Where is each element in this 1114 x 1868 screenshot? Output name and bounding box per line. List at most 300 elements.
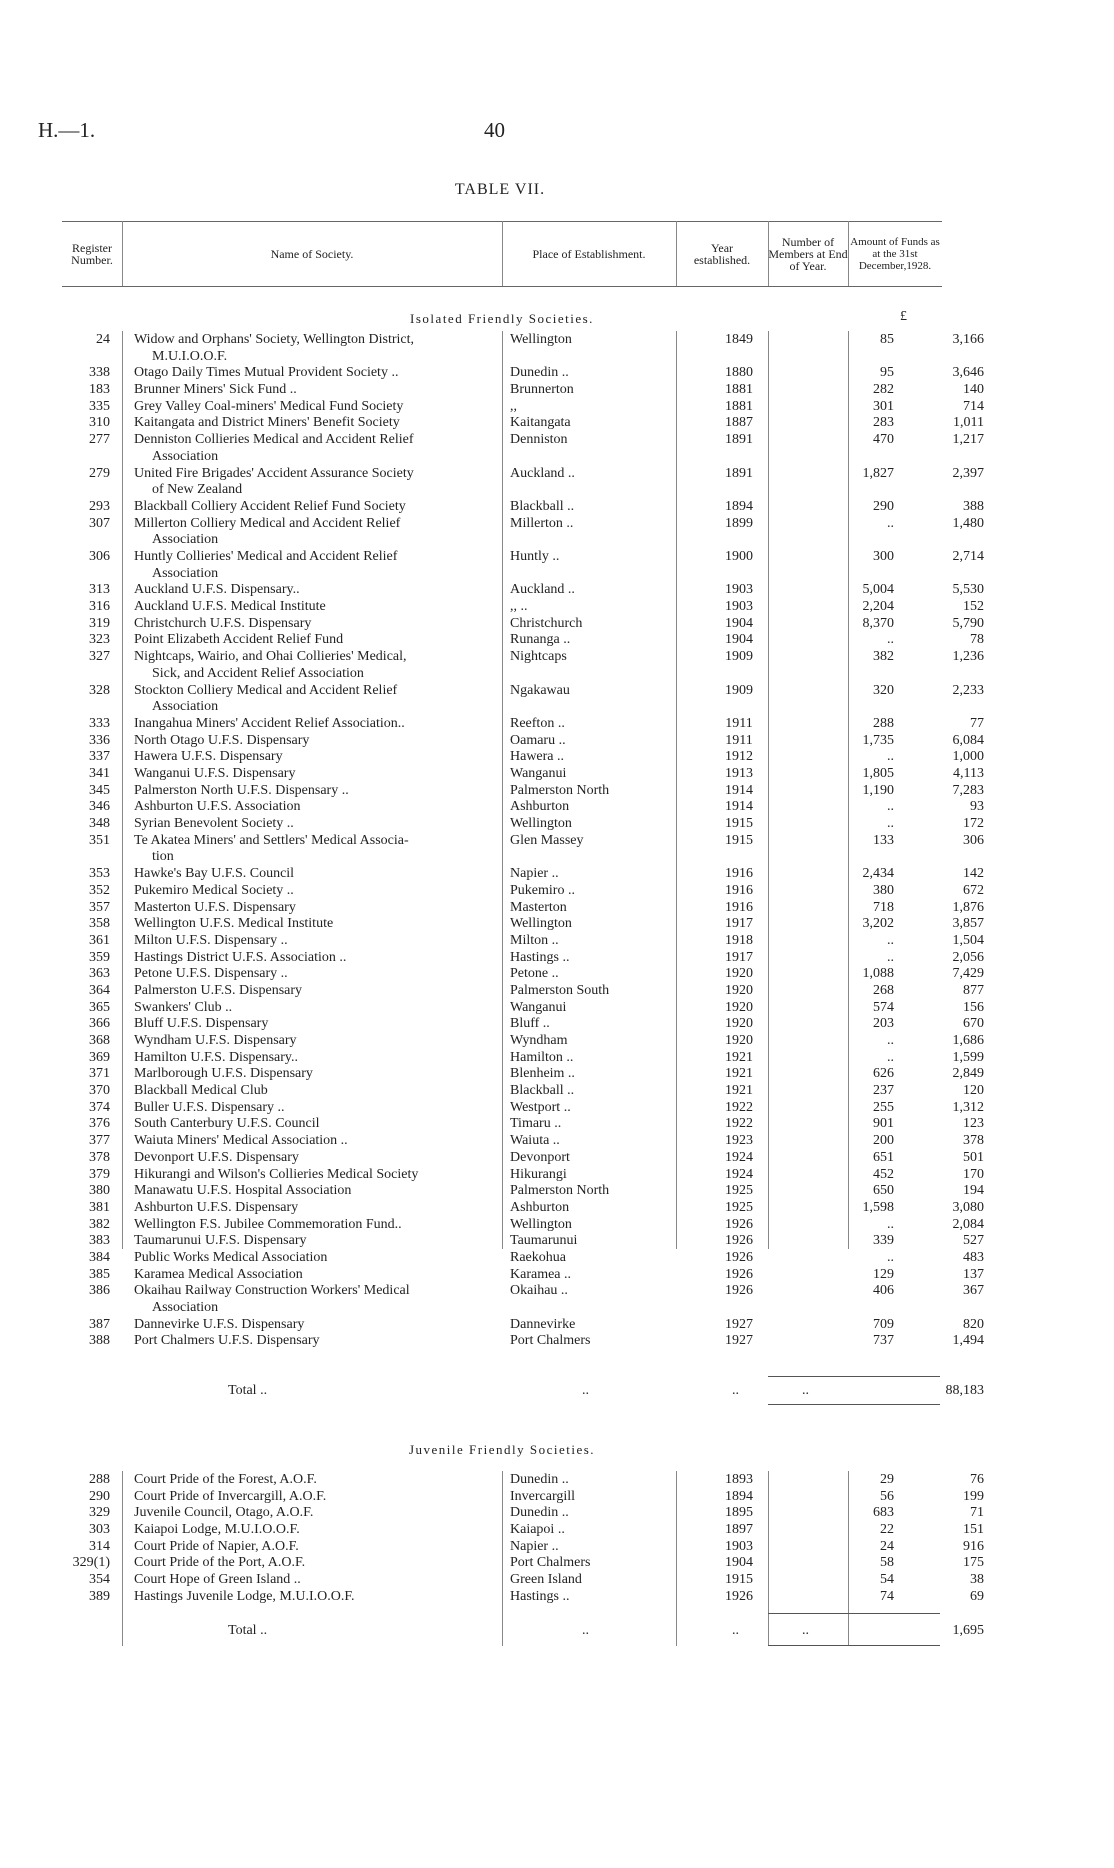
society-name [134,799,554,816]
place-of-establishment: Reefton .. [510,715,565,731]
year-established: 1912 [725,749,753,765]
society-name-line: Wyndham U.F.S. Dispensary [134,1033,297,1048]
society-name-line: Dannevirke U.F.S. Dispensary [134,1316,305,1332]
table-row [62,1066,984,1083]
year-established: 1921 [725,1049,753,1065]
society-name-line: Port Chalmers U.F.S. Dispensary [134,1333,320,1349]
register-number: 290 [89,1488,110,1504]
members-count: 56 [880,1488,894,1504]
place-of-establishment: Christchurch [510,615,583,631]
society-name [134,432,554,465]
society-name [134,833,554,866]
year-established: 1920 [725,982,753,998]
place-of-establishment: Wellington [510,1216,572,1232]
year-established: 1917 [725,916,753,932]
society-name [134,950,554,967]
register-number: 329 [89,1505,110,1521]
society-name [134,983,554,1000]
register-number: 306 [89,549,110,564]
year-established: 1925 [725,1183,753,1199]
year-established: 1926 [725,1249,753,1265]
society-name [134,683,554,716]
place-of-establishment: Napier .. [510,866,559,882]
society-name-line: Waiuta Miners' Medical Association .. [134,1133,348,1149]
members-count: 54 [880,1572,894,1588]
table-row [62,599,984,616]
year-established: 1918 [725,932,753,948]
place-of-establishment: Ashburton [510,799,570,815]
society-name-line: Grey Valley Coal-miners' Medical Fund Society [134,398,404,414]
society-name-line: Millerton Colliery Medical and Accident Relief [134,515,401,531]
juv-total-label: Total .. [228,1623,268,1638]
table-row [62,398,984,416]
year-established: 1881 [725,382,753,398]
year-established: 1903 [725,1538,753,1554]
society-name [134,1083,554,1100]
table-row [62,632,984,649]
members-count: 718 [873,899,894,915]
members-count: 268 [873,982,894,998]
year-established: 1921 [725,1083,753,1099]
place-of-establishment: Hawera .. [510,749,565,765]
place-of-establishment: Auckland .. [510,465,575,481]
members-count: 452 [873,1166,894,1182]
table-row [62,365,984,382]
table-row [62,966,984,983]
society-name-continuation: Association [152,565,219,581]
table-row [62,882,984,900]
society-name [134,783,554,800]
table-row [62,1472,984,1489]
society-name [134,649,554,682]
society-name [134,733,554,750]
year-established: 1916 [725,882,753,898]
place-of-establishment: Kaitangata [510,415,571,431]
society-name [134,365,554,382]
place-of-establishment: Nightcaps [510,649,567,665]
society-name-line: Manawatu U.F.S. Hospital Association [134,1183,352,1199]
table-row [62,1505,984,1522]
register-number: 387 [89,1316,110,1332]
members-count: 651 [873,1149,894,1165]
register-number: 378 [89,1149,110,1165]
society-name-line: Devonport U.F.S. Dispensary [134,1149,299,1165]
members-count: 95 [880,365,894,381]
society-name-line: Point Elizabeth Accident Relief Fund [134,632,344,648]
place-of-establishment: Runanga .. [510,632,571,648]
year-established: 1914 [725,782,753,798]
members-count: 737 [873,1333,894,1349]
society-name [134,1267,554,1284]
register-number: 336 [89,732,110,748]
society-name-line: South Canterbury U.F.S. Council [134,1116,320,1132]
register-number: 354 [89,1572,110,1588]
year-established: 1915 [725,816,753,832]
society-name-line: Court Hope of Green Island .. [134,1572,301,1588]
members-count: 133 [873,832,894,848]
year-established: 1903 [725,582,753,598]
society-name-line: Kaiapoi Lodge, M.U.I.O.O.F. [134,1522,300,1538]
register-number: 329(1) [72,1555,110,1571]
society-name [134,1033,554,1050]
members-count: 1,088 [862,966,894,982]
register-number: 337 [89,749,110,765]
place-of-establishment: ,, [510,398,517,414]
members-count: 301 [873,398,894,414]
members-count: 470 [873,432,894,448]
year-established: 1891 [725,432,753,448]
place-of-establishment: Palmerston North [510,1183,610,1199]
funds-amount: 77 [970,715,984,731]
society-name-line: Ashburton U.F.S. Association [134,799,301,815]
funds-amount: 3,166 [952,332,984,347]
register-number: 371 [89,1066,110,1082]
col-register: Register Number. [71,240,113,267]
year-established: 1916 [725,899,753,915]
table-row [62,1249,984,1267]
members-count: 574 [873,999,894,1015]
place-of-establishment: Wellington [510,916,572,932]
year-established: 1911 [725,715,753,731]
members-count: 1,190 [862,782,894,798]
register-number: 379 [89,1166,110,1182]
members-count: 1,805 [862,765,894,781]
year-established: 1915 [725,1572,753,1588]
members-count: 300 [873,549,894,564]
table-row [62,649,984,682]
year-established: 1914 [725,799,753,815]
column-headers [62,221,942,286]
place-of-establishment: Auckland .. [510,582,575,598]
funds-amount: 199 [963,1488,984,1504]
year-established: 1922 [725,1099,753,1115]
juv-total-place: .. [582,1623,589,1638]
society-name-line: Brunner Miners' Sick Fund .. [134,382,297,398]
society-name-line: Widow and Orphans' Society, Wellington District, [134,332,415,347]
year-established: 1894 [725,1488,753,1504]
year-established: 1920 [725,999,753,1015]
juv-total-year: .. [732,1623,739,1638]
members-count: 203 [873,1016,894,1032]
society-name [134,1200,554,1217]
table-row [62,1572,984,1589]
table-row [62,899,984,917]
total-funds: 88,183 [945,1383,984,1398]
members-count: .. [887,1216,894,1232]
year-established: 1891 [725,465,753,481]
register-number: 346 [89,799,110,815]
society-name [134,1505,554,1522]
members-count: .. [887,515,894,531]
year-established: 1926 [725,1266,753,1282]
juvenile-table-body [62,1472,984,1606]
funds-amount: 714 [963,398,984,414]
register-number: 288 [89,1472,110,1487]
register-number: 358 [89,916,110,932]
register-number: 369 [89,1049,110,1065]
year-established: 1904 [725,615,753,631]
funds-amount: 140 [963,382,984,398]
register-number: 307 [89,515,110,531]
register-number: 361 [89,932,110,948]
register-number: 279 [89,465,110,481]
year-established: 1893 [725,1472,753,1487]
place-of-establishment: Milton .. [510,932,559,948]
members-count: 129 [873,1266,894,1282]
year-established: 1913 [725,765,753,781]
society-name-line: Hamilton U.F.S. Dispensary.. [134,1049,299,1065]
table-row [62,866,984,883]
table-row [62,816,984,833]
total-underline [768,1404,940,1405]
place-of-establishment: ,, .. [510,599,528,615]
table-row [62,1083,984,1100]
society-name-line: Huntly Collieries' Medical and Accident Relief [134,549,398,564]
table-row [62,1016,984,1033]
funds-amount: 378 [963,1133,984,1149]
society-name [134,1572,554,1589]
table-row [62,1099,984,1117]
register-number: 357 [89,899,110,915]
society-name-line: Petone U.F.S. Dispensary .. [134,966,288,982]
register-number: 376 [89,1116,110,1132]
page-number: 40 [484,118,505,142]
members-count: 255 [873,1099,894,1115]
members-count: 1,735 [862,732,894,748]
society-name-continuation: Association [152,448,219,464]
society-name-line: Auckland U.F.S. Medical Institute [134,599,326,615]
funds-amount: 7,283 [952,782,984,798]
register-number: 374 [89,1099,110,1115]
funds-amount: 156 [963,999,984,1015]
members-count: .. [887,949,894,965]
society-name-line: Christchurch U.F.S. Dispensary [134,615,312,631]
members-count: .. [887,799,894,815]
table-row [62,1216,984,1234]
funds-amount: 172 [963,816,984,832]
funds-amount: 388 [963,498,984,514]
place-of-establishment: Hikurangi [510,1166,567,1182]
table-row [62,1033,984,1050]
year-established: 1927 [725,1333,753,1349]
members-count: 290 [873,498,894,514]
year-established: 1924 [725,1149,753,1165]
society-name [134,1116,554,1133]
place-of-establishment: Hamilton .. [510,1049,574,1065]
society-name-line: Palmerston North U.F.S. Dispensary .. [134,782,349,798]
society-name [134,1250,554,1267]
society-name-line: Juvenile Council, Otago, A.O.F. [134,1505,314,1521]
members-count: 626 [873,1066,894,1082]
funds-amount: 151 [963,1522,984,1538]
place-of-establishment: Ngakawau [510,682,570,698]
society-name-line: Hastings Juvenile Lodge, M.U.I.O.O.F. [134,1588,355,1604]
year-established: 1895 [725,1505,753,1521]
funds-amount: 1,236 [952,649,984,665]
table-row [62,415,984,432]
society-name-line: Karamea Medical Association [134,1266,303,1282]
society-name [134,900,554,917]
register-number: 382 [89,1216,110,1232]
society-name-line: Okaihau Railway Construction Workers' Medical [134,1283,410,1299]
funds-amount: 3,080 [952,1199,984,1215]
year-established: 1922 [725,1116,753,1132]
year-established: 1920 [725,966,753,982]
society-name-continuation: Association [152,699,219,715]
society-name-line: Hawke's Bay U.F.S. Council [134,866,295,882]
funds-amount: 2,056 [952,949,984,965]
members-count: 683 [873,1505,894,1521]
table-row [62,1588,984,1606]
funds-amount: 1,494 [952,1333,984,1349]
society-name-line: Denniston Collieries Medical and Accident Relief [134,432,414,448]
society-name [134,1167,554,1184]
register-number: 335 [89,398,110,414]
members-count: 24 [880,1538,894,1554]
place-of-establishment: Wellington [510,332,572,347]
table-row [62,1199,984,1217]
funds-amount: 2,714 [952,549,984,564]
table-row [62,1166,984,1184]
society-name [134,916,554,933]
place-of-establishment: Dannevirke [510,1316,576,1332]
year-established: 1881 [725,398,753,414]
register-number: 384 [89,1249,110,1265]
members-count: 380 [873,882,894,898]
funds-amount: 69 [970,1588,984,1604]
funds-amount: 1,480 [952,515,984,531]
funds-amount: 4,113 [953,765,984,781]
place-of-establishment: Devonport [510,1149,570,1165]
section-title-juvenile: Juvenile Friendly Societies. [408,1442,596,1457]
table-row [62,1522,984,1539]
funds-amount: 5,530 [952,582,984,598]
society-name [134,1283,554,1316]
funds-amount: 1,011 [953,415,984,431]
isolated-table-body [62,332,984,1350]
members-count: 29 [880,1472,894,1487]
funds-amount: 2,084 [952,1216,984,1232]
year-established: 1909 [725,682,753,698]
society-name [134,616,554,633]
society-name-line: Hawera U.F.S. Dispensary [134,749,283,765]
members-count: .. [887,1049,894,1065]
year-established: 1880 [725,365,753,381]
society-name [134,1150,554,1167]
society-name [134,1489,554,1506]
funds-amount: 123 [963,1116,984,1132]
members-count: .. [887,1033,894,1048]
section-title-isolated: Isolated Friendly Societies. [410,311,594,326]
register-number: 323 [89,632,110,648]
funds-amount: 137 [963,1266,984,1282]
society-name [134,766,554,783]
society-name-line: Otago Daily Times Mutual Provident Society .. [134,365,399,381]
place-of-establishment: Wanganui [510,999,567,1015]
year-established: 1849 [725,332,753,347]
register-number: 327 [89,649,110,665]
place-of-establishment: Wyndham [510,1033,568,1048]
members-count: 200 [873,1133,894,1149]
register-number: 366 [89,1016,110,1032]
place-of-establishment: Petone .. [510,966,559,982]
funds-amount: 527 [963,1233,984,1249]
members-count: 901 [873,1116,894,1132]
currency-symbol: £ [900,309,907,324]
year-established: 1926 [725,1588,753,1604]
table-row [62,1133,984,1150]
members-count: .. [887,816,894,832]
register-number: 314 [89,1538,110,1554]
register-number: 380 [89,1183,110,1199]
table-row [62,765,984,783]
funds-amount: 3,857 [952,916,984,932]
table-row [62,515,984,549]
place-of-establishment: Hastings .. [510,949,570,965]
register-number: 24 [96,332,110,347]
table-row [62,1116,984,1133]
table-row [62,682,984,716]
place-of-establishment: Timaru .. [510,1116,562,1132]
year-established: 1900 [725,549,753,564]
members-count: 709 [873,1316,894,1332]
register-number: 364 [89,982,110,998]
year-established: 1897 [725,1522,753,1538]
register-number: 353 [89,866,110,882]
society-name-continuation: M.U.I.O.O.F. [152,348,228,364]
table-row [62,1049,984,1067]
society-name-line: Wanganui U.F.S. Dispensary [134,765,296,781]
register-number: 388 [89,1333,110,1349]
place-of-establishment: Wanganui [510,765,567,781]
place-of-establishment: Brunnerton [510,382,574,398]
funds-amount: 175 [963,1555,984,1571]
register-number: 183 [89,382,110,398]
society-name-line: North Otago U.F.S. Dispensary [134,732,310,748]
place-of-establishment: Palmerston North [510,782,610,798]
col-year: Year established. [693,240,751,267]
society-name-line: Court Pride of Napier, A.O.F. [134,1538,299,1554]
society-name-line: Syrian Benevolent Society .. [134,816,294,832]
year-established: 1926 [725,1216,753,1232]
table-row [62,1183,984,1200]
members-count: 282 [873,382,894,398]
register-number: 277 [89,432,110,448]
register-number: 313 [89,582,110,598]
society-name [134,582,554,599]
table-row [62,1233,984,1250]
society-name [134,1317,554,1334]
register-number: 370 [89,1083,110,1099]
society-name [134,399,554,416]
year-established: 1904 [725,1555,753,1571]
society-name [134,1100,554,1117]
year-established: 1903 [725,599,753,615]
table-row [62,782,984,800]
year-established: 1899 [725,515,753,531]
society-name [134,466,554,499]
total-place: .. [582,1383,589,1398]
table-row [62,465,984,499]
society-name [134,549,554,582]
society-name [134,966,554,983]
table-row [62,1488,984,1506]
juv-total-funds: 1,695 [952,1623,984,1638]
society-name [134,1000,554,1017]
year-established: 1920 [725,1016,753,1032]
isolated-total-row [62,1380,984,1402]
society-name-line: Bluff U.F.S. Dispensary [134,1016,269,1032]
